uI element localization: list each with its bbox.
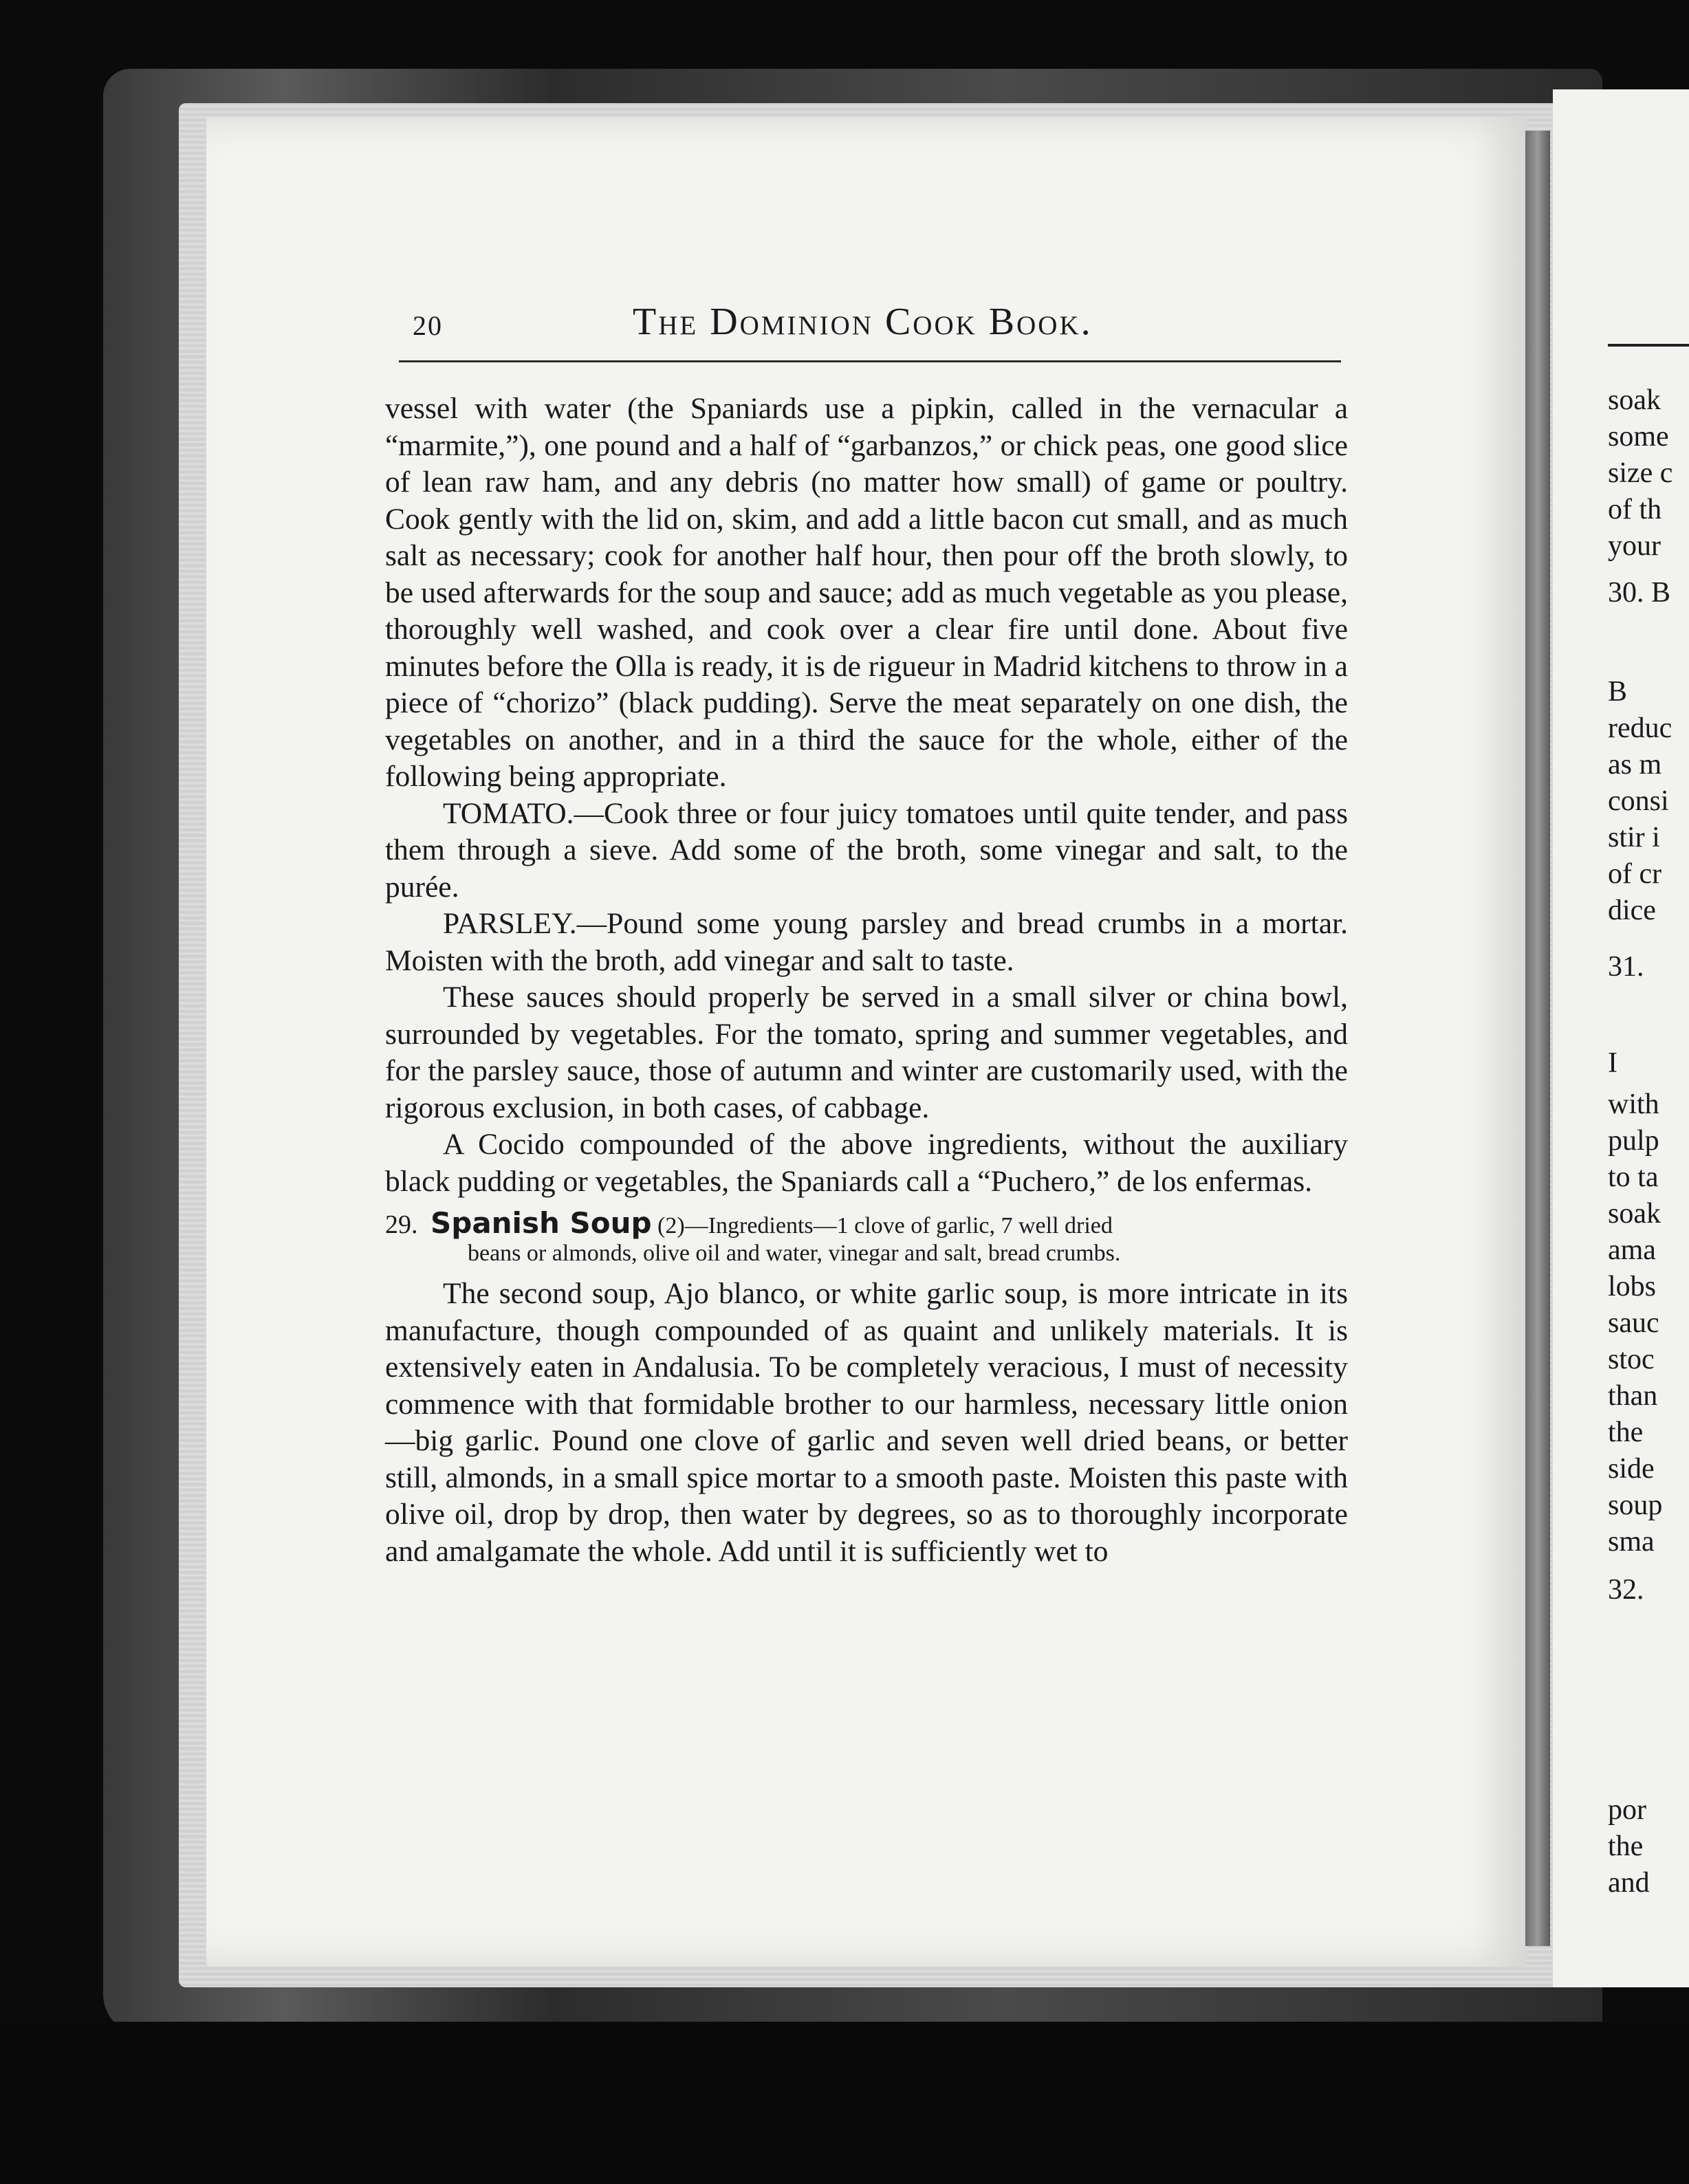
- right-fragment: than: [1608, 1380, 1658, 1412]
- paragraph-sauces-note: These sauces should properly be served in a small silver or china bowl, surrounded by vegetables. For the tomato, spring and summer vegetables, and for the parsley sauce, those of autumn and winter are customarily used, with the rigorous exclusion, in both cases, of cabbage.: [385, 981, 1348, 1124]
- right-fragment: the: [1608, 1831, 1644, 1862]
- recipe-title: Spanish Soup: [431, 1206, 652, 1240]
- right-fragment: side: [1608, 1453, 1655, 1485]
- right-fragment: lobs: [1608, 1271, 1657, 1302]
- page-header: [399, 300, 1348, 355]
- right-fragment: soak: [1608, 1198, 1661, 1230]
- right-page-rule: [1608, 344, 1689, 347]
- right-fragment: the: [1608, 1417, 1644, 1448]
- right-fragment: with: [1608, 1089, 1659, 1120]
- right-fragment: I: [1608, 1047, 1617, 1079]
- right-fragment: to ta: [1608, 1161, 1659, 1193]
- right-fragment: of cr: [1608, 858, 1662, 890]
- right-fragment: of th: [1608, 494, 1662, 525]
- recipe-ingredients-line2: beans or almonds, olive oil and water, vinegar and salt, bread crumbs.: [468, 1241, 1121, 1266]
- right-fragment: consi: [1608, 785, 1669, 817]
- right-fragment: size c: [1608, 457, 1673, 489]
- running-title: The Dominion Cook Book.: [633, 301, 1093, 343]
- paragraph-tomato-sauce: TOMATO.—Cook three or four juicy tomatoes until quite tender, and pass them through a sieve. Add some of the broth, some vinegar and salt, to the purée.: [385, 796, 1348, 904]
- right-fragment: sma: [1608, 1526, 1655, 1558]
- recipe-heading: [385, 1206, 1348, 1240]
- page-body: [385, 391, 1348, 1570]
- right-fragment: sauc: [1608, 1307, 1659, 1339]
- recipe-ingredients-line1: (2)—Ingredients—1 clove of garlic, 7 well dried: [657, 1213, 1113, 1238]
- right-fragment: stoc: [1608, 1344, 1655, 1375]
- recipe-text: The second soup, Ajo blanco, or white garlic soup, is more intricate in its manufacture, though compounded of as quaint and unlikely materials. It is extensively eaten in Andalusia. To be completely veracious, I must of necessity commence with that formidable brother to our harmless, necessary little onion—big garlic. Pound one clove of garlic and seven well dried beans, or better still, almonds, in a small spice mortar to a smooth paste. Moisten this paste with olive oil, drop by drop, then water by degrees, so as to thoroughly incorporate and amalgamate the whole. Add until it is sufficiently wet to: [385, 1277, 1348, 1568]
- paragraph-puchero: A Cocido compounded of the above ingredients, without the auxiliary black pudding or vegetables, the Spaniards call a “Puchero,” de los enfermas.: [385, 1128, 1348, 1198]
- recipe-number: 29.: [385, 1210, 418, 1239]
- right-fragment: your: [1608, 530, 1661, 562]
- right-fragment: soak: [1608, 384, 1661, 416]
- page-number: 20: [413, 310, 443, 341]
- right-fragment: stir i: [1608, 822, 1660, 853]
- paragraph-parsley-sauce: PARSLEY.—Pound some young parsley and bread crumbs in a mortar. Moisten with the broth, add vinegar and salt to taste.: [385, 907, 1348, 977]
- right-fragment: 30. B: [1608, 577, 1671, 609]
- right-fragment: reduc: [1608, 712, 1672, 744]
- right-fragment: dice: [1608, 895, 1656, 926]
- book-gutter: [1525, 131, 1550, 1946]
- background-shadow: [0, 2022, 1689, 2184]
- right-fragment: por: [1608, 1794, 1646, 1826]
- recipe-entry-29: [385, 1206, 1348, 1570]
- right-fragment: and: [1608, 1867, 1650, 1899]
- paragraph-olla: vessel with water (the Spaniards use a pipkin, called in the vernacular a “marmite,”), one pound and a half of “garbanzos,” or chick peas, one good slice of lean raw ham, and any debris (no matter how small) of game or poultry. Cook gently with the lid on, skim, and add a little bacon cut small, and as much salt as necessary; cook for another half hour, then pour off the broth slowly, to be used afterwards for the soup and sauce; add as much vegetable as you please, thoroughly well washed, and cook over a clear fire until done. About five minutes before the Olla is ready, it is de rigueur in Madrid kitchens to throw in a piece of “chorizo” (black pudding). Serve the meat separately on one dish, the vegetables on another, and in a third the sauce for the whole, either of the following being appropriate.: [385, 392, 1348, 793]
- right-fragment: ama: [1608, 1234, 1656, 1266]
- right-fragment: soup: [1608, 1489, 1663, 1521]
- right-fragment: some: [1608, 421, 1669, 452]
- right-fragment: as m: [1608, 749, 1662, 780]
- right-fragment: 31.: [1608, 951, 1644, 983]
- right-fragment: pulp: [1608, 1125, 1659, 1157]
- right-page: [1553, 89, 1689, 1987]
- right-fragment: 32.: [1608, 1574, 1644, 1606]
- right-fragment: B: [1608, 676, 1628, 708]
- header-rule: [399, 360, 1341, 362]
